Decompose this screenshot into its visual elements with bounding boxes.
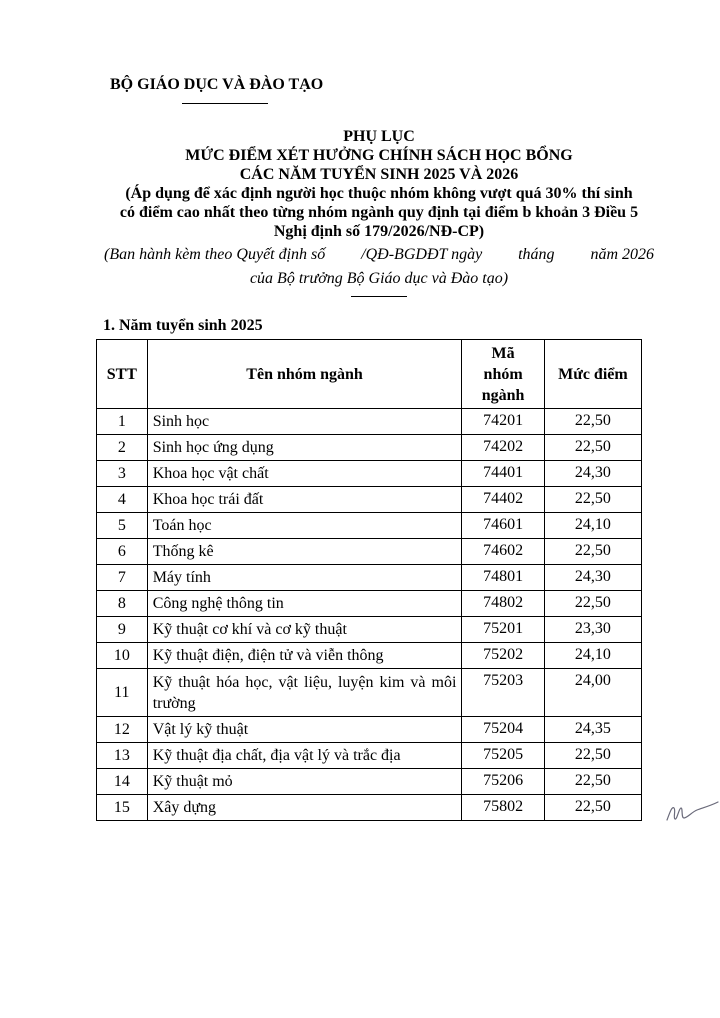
issued-underline <box>351 296 407 297</box>
row-score: 22,50 <box>544 435 641 461</box>
note-line-2: có điểm cao nhất theo từng nhóm ngành quy định tại điểm b khoản 3 Điều 5 <box>119 204 639 221</box>
table-row <box>97 717 642 743</box>
table-row <box>97 795 642 821</box>
table-row <box>97 669 642 717</box>
row-code: 74402 <box>462 487 544 513</box>
row-name: Sinh học <box>147 409 462 435</box>
row-name: Sinh học ứng dụng <box>147 435 462 461</box>
section-title: 1. Năm tuyển sinh 2025 <box>103 317 263 334</box>
row-score: 24,30 <box>544 565 641 591</box>
table-row <box>97 461 642 487</box>
ministry-name: BỘ GIÁO DỤC VÀ ĐÀO TẠO <box>110 76 324 93</box>
table-row <box>97 643 642 669</box>
row-stt: 15 <box>97 795 148 821</box>
row-score: 24,35 <box>544 717 641 743</box>
row-stt: 4 <box>97 487 148 513</box>
row-stt: 10 <box>97 643 148 669</box>
row-name: Vật lý kỹ thuật <box>147 717 462 743</box>
row-code: 74602 <box>462 539 544 565</box>
column-header-stt: STT <box>97 340 148 409</box>
issued-part-2: /QĐ-BGDĐT ngày <box>361 246 483 263</box>
table-row <box>97 409 642 435</box>
row-stt: 1 <box>97 409 148 435</box>
row-score: 22,50 <box>544 769 641 795</box>
row-stt: 12 <box>97 717 148 743</box>
row-score: 24,00 <box>544 669 641 717</box>
issued-part-4: năm 2026 <box>590 246 654 263</box>
row-name: Kỹ thuật hóa học, vật liệu, luyện kim và môi trường <box>147 669 462 717</box>
title-line-2: CÁC NĂM TUYỂN SINH 2025 VÀ 2026 <box>239 166 519 183</box>
row-code: 74401 <box>462 461 544 487</box>
row-score: 22,50 <box>544 591 641 617</box>
document-heading <box>96 127 662 241</box>
row-code: 75203 <box>462 669 544 717</box>
table-row <box>97 539 642 565</box>
row-stt: 9 <box>97 617 148 643</box>
row-score: 23,30 <box>544 617 641 643</box>
row-score: 22,50 <box>544 795 641 821</box>
row-stt: 8 <box>97 591 148 617</box>
table-row <box>97 487 642 513</box>
handwritten-initials-icon <box>664 798 720 828</box>
row-stt: 14 <box>97 769 148 795</box>
row-name: Kỹ thuật cơ khí và cơ kỹ thuật <box>147 617 462 643</box>
row-code: 75202 <box>462 643 544 669</box>
table-row <box>97 617 642 643</box>
row-score: 22,50 <box>544 487 641 513</box>
row-score: 24,30 <box>544 461 641 487</box>
row-score: 22,50 <box>544 409 641 435</box>
appendix-label: PHỤ LỤC <box>343 128 415 145</box>
row-score: 24,10 <box>544 643 641 669</box>
column-header-code-line-3: ngành <box>481 386 525 404</box>
row-name: Công nghệ thông tin <box>147 591 462 617</box>
row-code: 75205 <box>462 743 544 769</box>
row-code: 74202 <box>462 435 544 461</box>
row-stt: 2 <box>97 435 148 461</box>
row-name: Thống kê <box>147 539 462 565</box>
column-header-code-line-2: nhóm <box>483 365 523 383</box>
row-code: 74802 <box>462 591 544 617</box>
row-code: 74601 <box>462 513 544 539</box>
row-score: 24,10 <box>544 513 641 539</box>
row-name: Toán học <box>147 513 462 539</box>
row-name: Kỹ thuật địa chất, địa vật lý và trắc địa <box>147 743 462 769</box>
table-row <box>97 743 642 769</box>
issued-part-1: (Ban hành kèm theo Quyết định số <box>104 246 326 263</box>
row-stt: 5 <box>97 513 148 539</box>
column-header-score: Mức điểm <box>544 340 641 409</box>
table-row <box>97 565 642 591</box>
table-header-row <box>97 340 642 409</box>
row-name: Kỹ thuật mỏ <box>147 769 462 795</box>
row-code: 75204 <box>462 717 544 743</box>
row-name: Xây dựng <box>147 795 462 821</box>
table-row <box>97 591 642 617</box>
issued-part-3: tháng <box>518 246 555 263</box>
row-stt: 7 <box>97 565 148 591</box>
row-stt: 6 <box>97 539 148 565</box>
column-header-code <box>462 340 544 409</box>
row-name: Khoa học vật chất <box>147 461 462 487</box>
row-score: 22,50 <box>544 743 641 769</box>
row-stt: 3 <box>97 461 148 487</box>
row-name: Khoa học trái đất <box>147 487 462 513</box>
row-stt: 11 <box>97 669 148 717</box>
row-name: Máy tính <box>147 565 462 591</box>
ministry-underline <box>182 103 268 104</box>
row-score: 22,50 <box>544 539 641 565</box>
table-row <box>97 513 642 539</box>
issued-note <box>96 243 662 291</box>
title-line-1: MỨC ĐIỂM XÉT HƯỞNG CHÍNH SÁCH HỌC BỔNG <box>185 147 573 164</box>
note-line-3: Nghị định số 179/2026/NĐ-CP) <box>273 223 485 240</box>
row-code: 75201 <box>462 617 544 643</box>
score-table <box>96 339 642 821</box>
row-code: 74201 <box>462 409 544 435</box>
issued-line-2: của Bộ trưởng Bộ Giáo dục và Đào tạo) <box>249 270 509 287</box>
row-code: 75206 <box>462 769 544 795</box>
table-row <box>97 769 642 795</box>
column-header-name: Tên nhóm ngành <box>147 340 462 409</box>
column-header-code-line-1: Mã <box>491 344 515 362</box>
row-code: 74801 <box>462 565 544 591</box>
table-row <box>97 435 642 461</box>
row-name: Kỹ thuật điện, điện tử và viễn thông <box>147 643 462 669</box>
row-code: 75802 <box>462 795 544 821</box>
note-line-1: (Áp dụng để xác định người học thuộc nhóm không vượt quá 30% thí sinh <box>125 185 633 202</box>
row-stt: 13 <box>97 743 148 769</box>
